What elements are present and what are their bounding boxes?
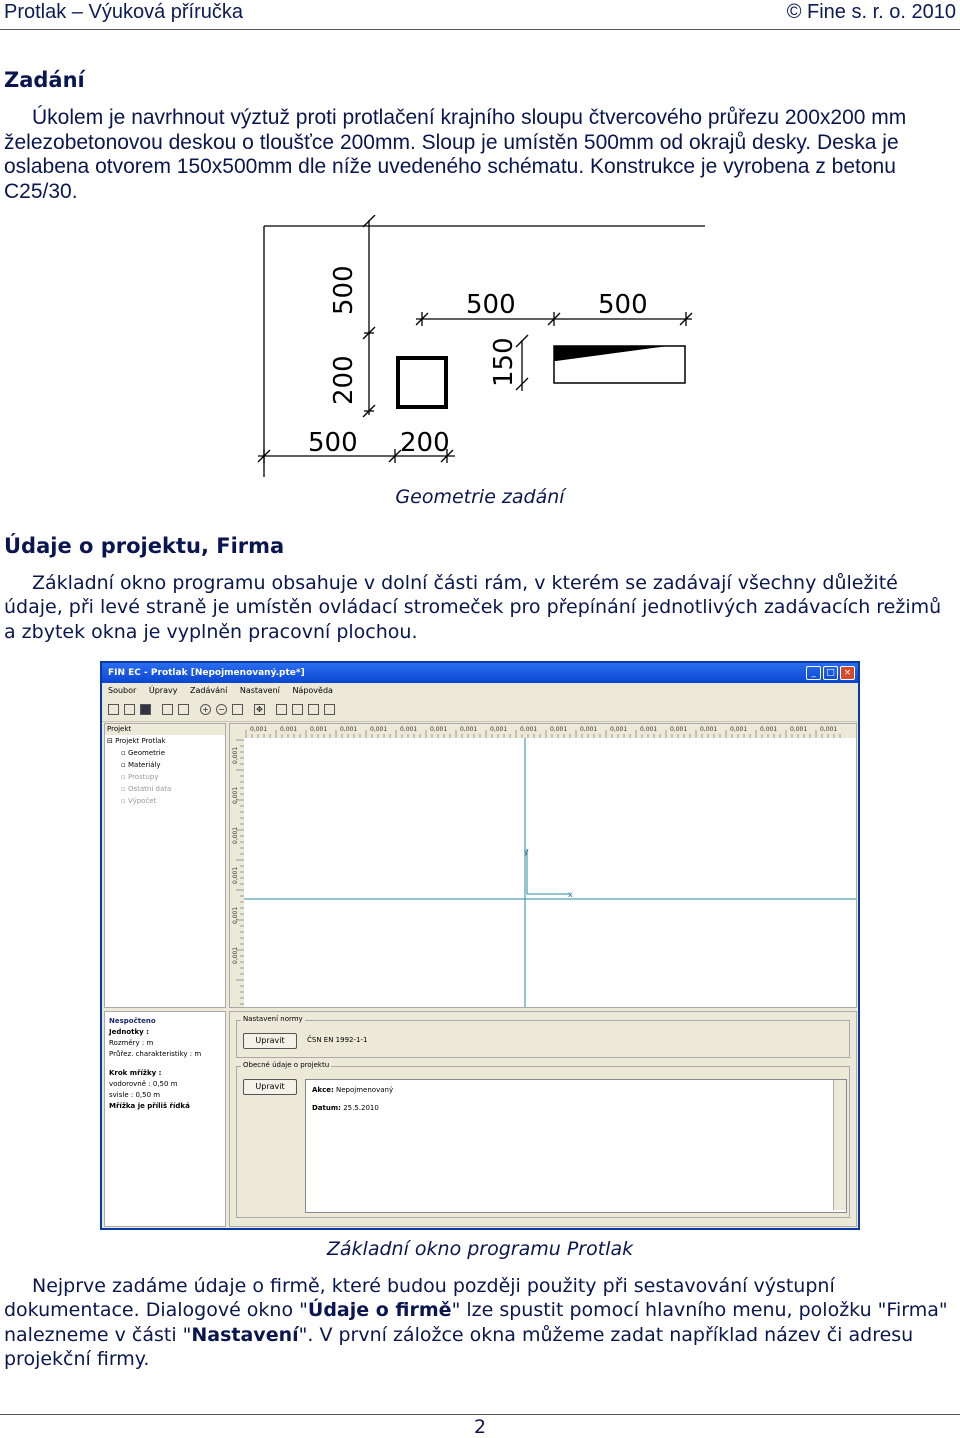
ruler-label-x: 0,001 bbox=[280, 726, 298, 733]
tree-header: Projekt bbox=[105, 724, 225, 735]
ruler-label-x: 0,001 bbox=[550, 726, 568, 733]
zoom-in-icon[interactable]: + bbox=[200, 704, 211, 715]
view-2-icon[interactable] bbox=[292, 704, 303, 715]
tree-item-prostupy[interactable]: ▫ Prostupy bbox=[121, 773, 159, 781]
page-number: 2 bbox=[473, 1416, 487, 1438]
ruler-label-y: 0,001 bbox=[232, 866, 239, 884]
status-dims: Rozměry : m bbox=[109, 1039, 154, 1047]
status-units: Jednotky : bbox=[109, 1028, 149, 1036]
menu-upravy[interactable]: Úpravy bbox=[148, 686, 178, 695]
section-text-zadani: Úkolem je navrhnout výztuž proti protlačení krajního sloupu čtvercového průřezu 200x200 mm železobetonovou deskou o tloušťce 200mm. Sloup je umístěn 500mm od okrajů desky. Deska je oslabena otvorem 150x500mm dle níže uvedeného schématu. Konstrukce je vyrobena z betonu C25/30. bbox=[4, 106, 907, 203]
info-group-label: Obecné údaje o projektu bbox=[243, 1061, 330, 1069]
ruler-label-x: 0,001 bbox=[400, 726, 418, 733]
view-1-icon[interactable] bbox=[276, 704, 287, 715]
status-grid: Krok mřížky : bbox=[109, 1069, 162, 1077]
status-grid-v: svisle : 0,50 m bbox=[109, 1091, 161, 1099]
ruler-label-x: 0,001 bbox=[790, 726, 808, 733]
ruler-label-y: 0,001 bbox=[232, 746, 239, 764]
menu-nastaveni[interactable]: Nastavení bbox=[239, 686, 280, 695]
dim-vertical-bottom: 200 bbox=[329, 355, 359, 405]
menu-napoveda[interactable]: Nápověda bbox=[292, 686, 333, 695]
ruler-label-y: 0,001 bbox=[232, 906, 239, 924]
dim-vertical-top: 500 bbox=[329, 265, 359, 315]
info-edit-button[interactable]: Upravit bbox=[243, 1079, 297, 1095]
header-copyright: © Fine s. r. o. 2010 bbox=[786, 1, 956, 23]
tree-item-geometrie[interactable]: ▫ Geometrie bbox=[121, 749, 165, 757]
dim-bottom-right: 200 bbox=[400, 428, 450, 458]
pan-icon[interactable]: ✥ bbox=[254, 704, 265, 715]
norm-value: ČSN EN 1992-1-1 bbox=[307, 1036, 368, 1044]
ruler-label-x: 0,001 bbox=[520, 726, 538, 733]
ruler-label-x: 0,001 bbox=[340, 726, 358, 733]
copy-icon[interactable] bbox=[162, 704, 173, 715]
view-4-icon[interactable] bbox=[324, 704, 335, 715]
app-title: FIN EC - Protlak [Nepojmenovaný.pte*] bbox=[108, 668, 305, 678]
dim-bottom-left: 500 bbox=[308, 428, 358, 458]
ruler-label-x: 0,001 bbox=[460, 726, 478, 733]
firma-text-1: Nejprve zadáme údaje o firmě, které budou později použity při sestavování výstupní dokumentace. Dialogové okno " bbox=[4, 1275, 835, 1322]
ruler-label-x: 0,001 bbox=[370, 726, 388, 733]
ruler-label-x: 0,001 bbox=[700, 726, 718, 733]
section-title-zadani: Zadání bbox=[4, 68, 85, 92]
ruler-label-y: 0,001 bbox=[232, 946, 239, 964]
ruler-label-x: 0,001 bbox=[430, 726, 448, 733]
ruler-label-x: 0,001 bbox=[580, 726, 598, 733]
axis-x-label: x bbox=[568, 890, 573, 899]
action-value: Nepojmenovaný bbox=[336, 1086, 394, 1094]
ruler-label-y: 0,001 bbox=[232, 826, 239, 844]
norm-group bbox=[236, 1015, 850, 1058]
ruler-label-x: 0,001 bbox=[730, 726, 748, 733]
ruler-label-x: 0,001 bbox=[820, 726, 838, 733]
firma-text-3: ". V první záložce okna můžeme zadat například název či adresu projekční firmy. bbox=[4, 1323, 914, 1370]
ruler-label-x: 0,001 bbox=[670, 726, 688, 733]
firma-bold-1: Údaje o firmě bbox=[307, 1299, 452, 1322]
firma-bold-2: Nastavení bbox=[191, 1323, 299, 1346]
maximize-icon[interactable]: □ bbox=[823, 666, 838, 680]
ruler-label-x: 0,001 bbox=[490, 726, 508, 733]
header-title: Protlak – Výuková příručka bbox=[4, 1, 243, 23]
info-group bbox=[236, 1061, 850, 1218]
menu-soubor[interactable]: Soubor bbox=[108, 686, 137, 695]
footer-divider bbox=[0, 1414, 960, 1415]
tree-item-materialy[interactable]: ▫ Materiály bbox=[121, 761, 161, 769]
ruler-label-x: 0,001 bbox=[250, 726, 268, 733]
ruler-label-x: 0,001 bbox=[610, 726, 628, 733]
action-label: Akce: bbox=[312, 1086, 334, 1094]
ruler-label-x: 0,001 bbox=[640, 726, 658, 733]
view-3-icon[interactable] bbox=[308, 704, 319, 715]
app-window bbox=[100, 661, 860, 1230]
info-scrollbar[interactable] bbox=[833, 1080, 846, 1210]
zoom-window-icon[interactable] bbox=[232, 704, 243, 715]
dim-hole-height: 150 bbox=[489, 337, 519, 387]
norm-edit-button[interactable]: Upravit bbox=[243, 1033, 297, 1049]
paste-icon[interactable] bbox=[178, 704, 189, 715]
input-frame bbox=[229, 1011, 857, 1227]
geometry-diagram bbox=[250, 215, 720, 485]
figure-caption-app: Základní okno programu Protlak bbox=[326, 1238, 634, 1260]
tree-item-projekt[interactable]: ⊟ Projekt Protlak bbox=[107, 737, 166, 745]
section-text-firma bbox=[4, 1274, 954, 1371]
info-box bbox=[305, 1079, 847, 1213]
dim-hole-left: 500 bbox=[466, 290, 516, 320]
header-divider bbox=[0, 29, 960, 30]
date-value: 25.5.2010 bbox=[343, 1104, 379, 1112]
canvas-corner bbox=[842, 724, 856, 738]
date-label: Datum: bbox=[312, 1104, 341, 1112]
tree-item-ostatni[interactable]: ▫ Ostatní data bbox=[121, 785, 172, 793]
app-titlebar bbox=[102, 663, 858, 683]
section-title-projekt: Údaje o projektu, Firma bbox=[4, 534, 285, 558]
app-toolbar bbox=[102, 699, 858, 722]
zoom-out-icon[interactable]: − bbox=[216, 704, 227, 715]
tree-item-vypocet[interactable]: ▫ Výpočet bbox=[121, 797, 157, 805]
minimize-icon[interactable]: _ bbox=[806, 666, 821, 680]
project-tree bbox=[104, 723, 226, 1008]
ruler-label-y: 0,001 bbox=[232, 786, 239, 804]
figure-caption-geometry: Geometrie zadání bbox=[395, 486, 565, 508]
axis-y-label: y bbox=[524, 847, 529, 856]
app-menubar bbox=[102, 683, 858, 699]
status-panel bbox=[104, 1011, 226, 1227]
norm-group-label: Nastavení normy bbox=[243, 1015, 303, 1023]
ruler-label-x: 0,001 bbox=[760, 726, 778, 733]
new-file-icon[interactable] bbox=[108, 704, 119, 715]
close-icon[interactable]: × bbox=[840, 666, 855, 680]
status-char: Průřez. charakteristiky : m bbox=[109, 1050, 202, 1058]
open-file-icon[interactable] bbox=[124, 704, 135, 715]
ruler-label-x: 0,001 bbox=[310, 726, 328, 733]
status-grid-h: vodorovně : 0,50 m bbox=[109, 1080, 178, 1088]
section-text-projekt: Základní okno programu obsahuje v dolní části rám, v kterém se zadávají všechny důležité údaje, při levé straně je umístěn ovládací stromeček pro přepínání jednotlivých zadávacích režimů a zbytek okna je vyplněn pracovní plochou. bbox=[4, 572, 942, 643]
status-title: Nespočteno bbox=[109, 1017, 156, 1025]
save-icon[interactable] bbox=[140, 704, 151, 715]
dim-hole-right: 500 bbox=[598, 290, 648, 320]
firma-text-2: " lze spustit pomocí hlavního menu, položku "Firma" nalezneme v části " bbox=[4, 1299, 948, 1346]
work-area[interactable] bbox=[229, 723, 857, 1008]
menu-zadavani[interactable]: Zadávání bbox=[190, 686, 228, 695]
status-grid-note: Mřížka je příliš řídká bbox=[109, 1102, 190, 1110]
